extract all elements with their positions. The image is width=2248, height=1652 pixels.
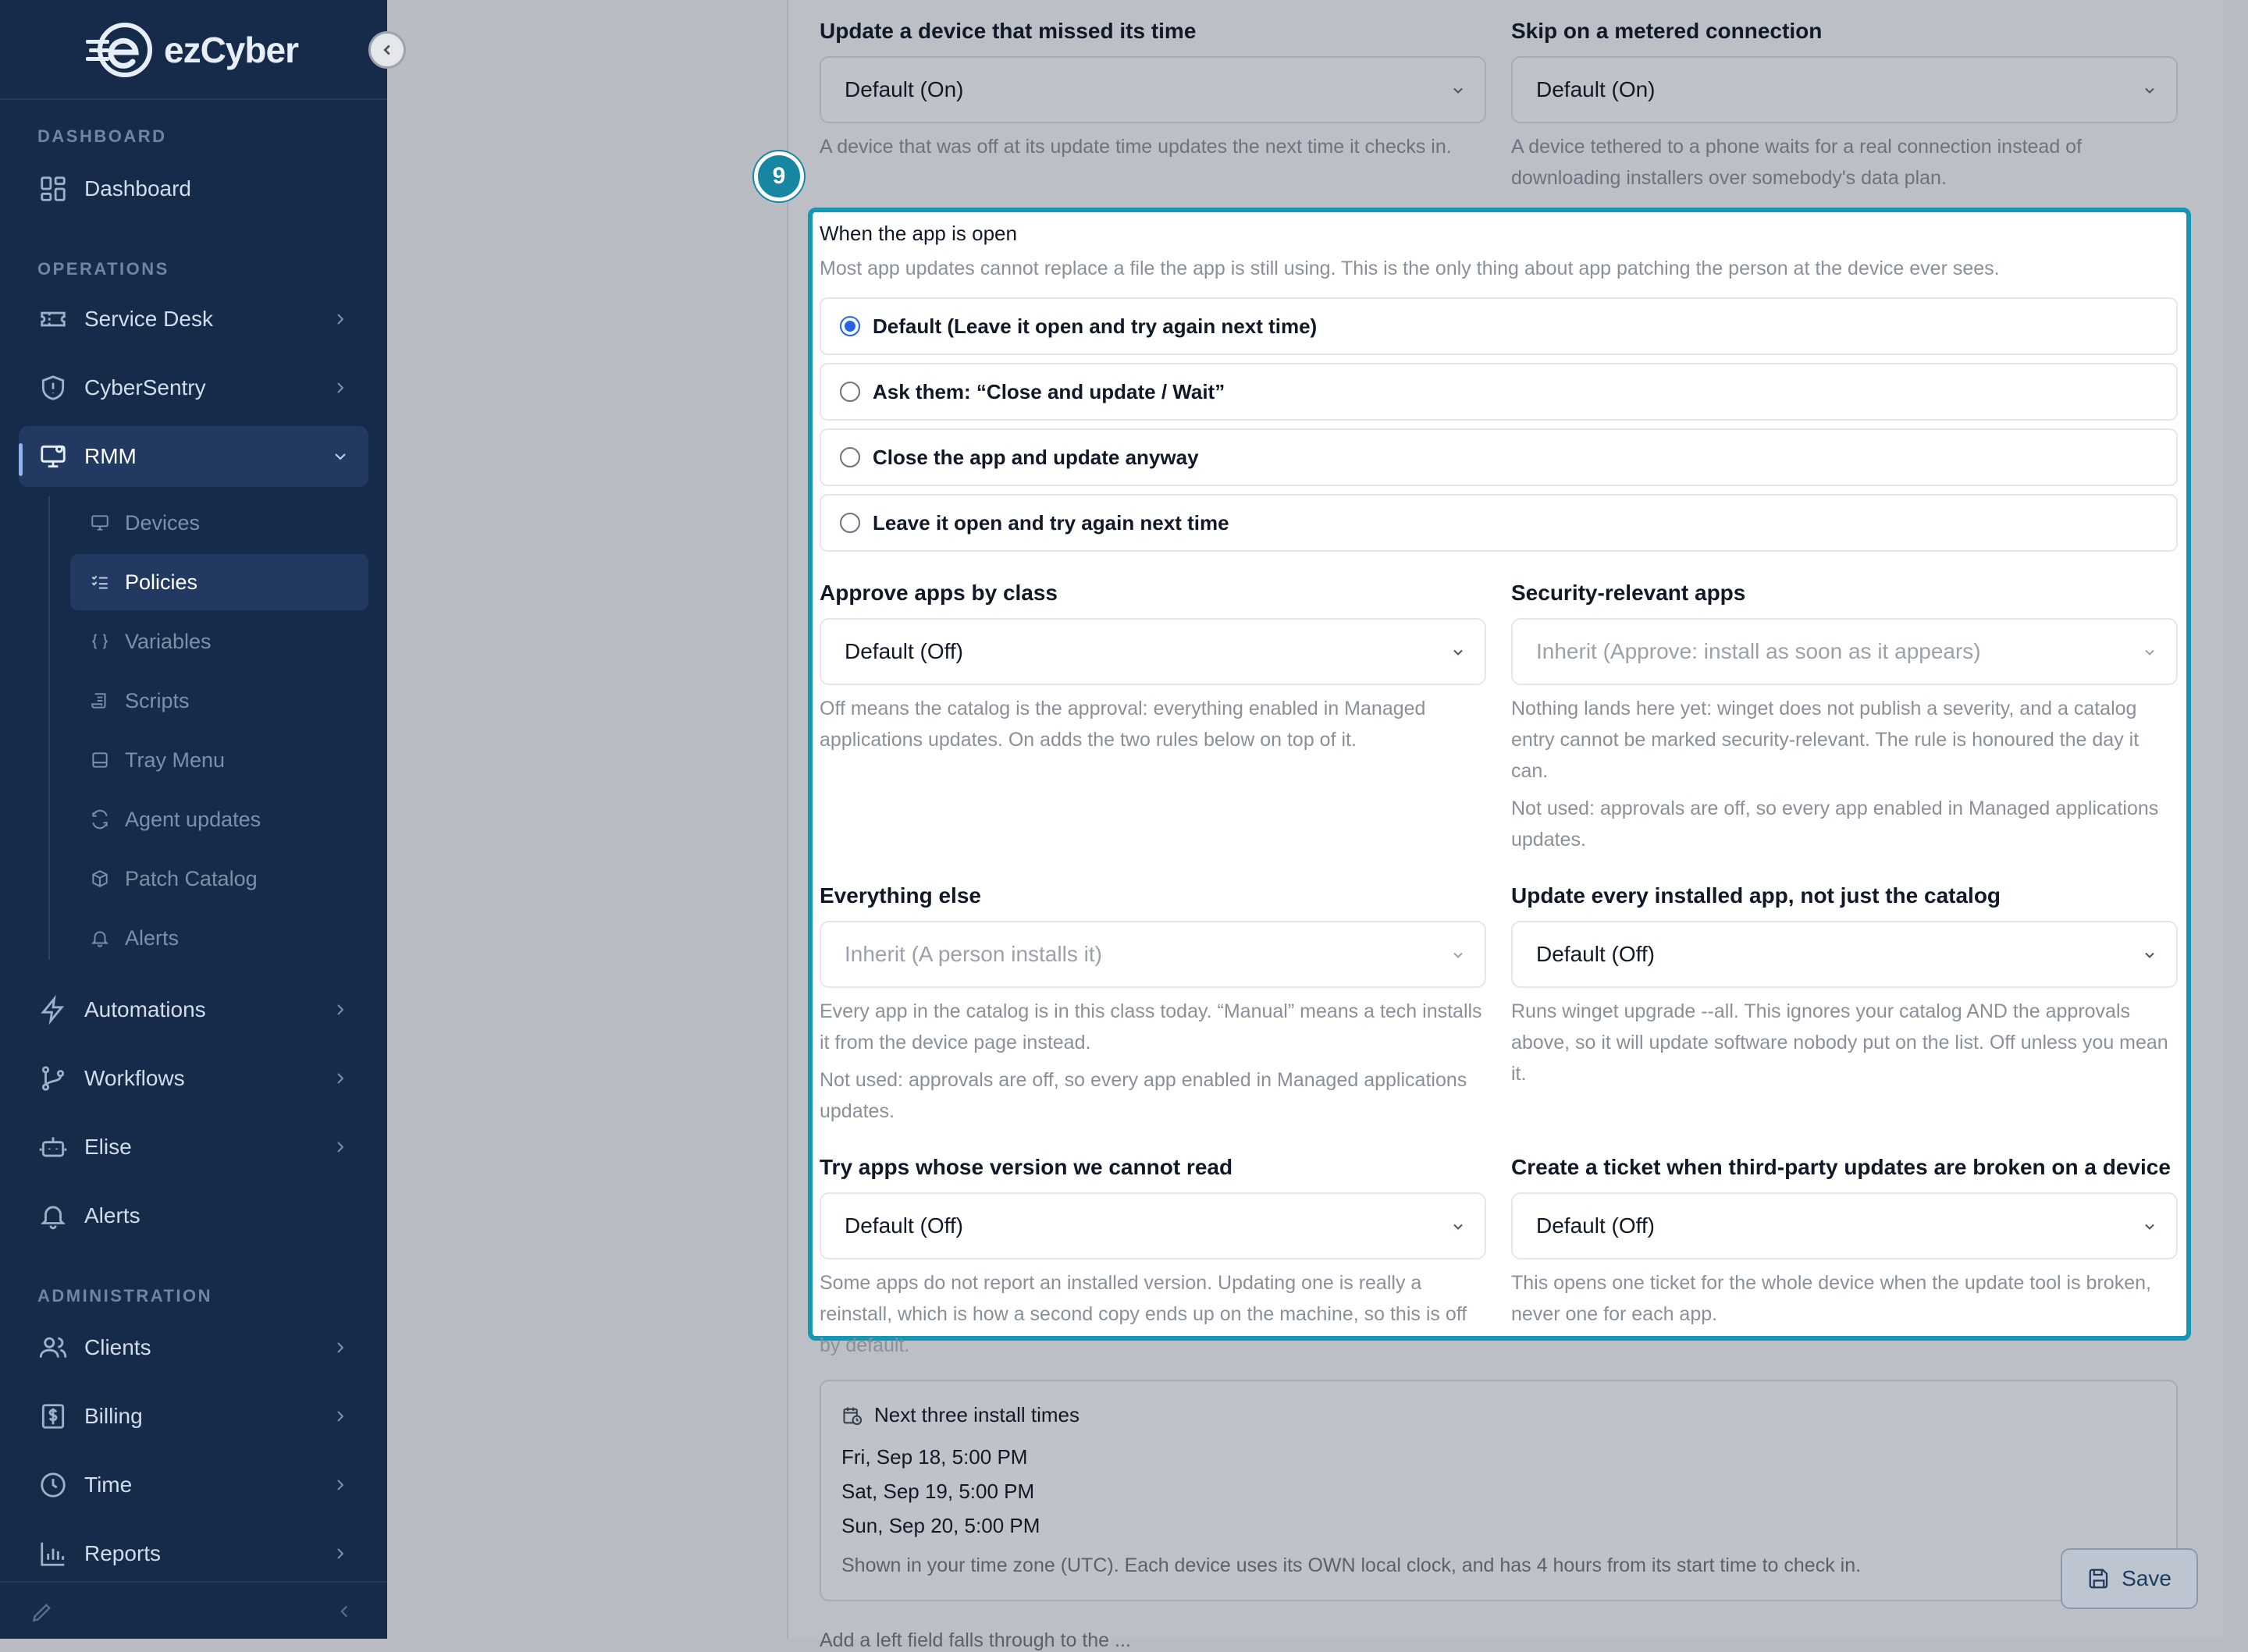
save-label: Save [2122,1566,2172,1590]
dollar-receipt-icon [37,1401,69,1432]
checklist-icon [89,571,111,593]
sidebar-item-label: Reports [84,1541,162,1565]
ticket-select[interactable] [1511,1192,2178,1259]
sidebar-item-elise[interactable] [19,1117,368,1178]
missed-time-select[interactable] [820,56,1486,123]
chevron-down-icon [2142,947,2157,963]
approve-class-help: Off means the catalog is the approval: everything enabled in Managed applications updates. On adds the two rules below on top of it. [820,698,1426,751]
security-apps-select[interactable] [1511,618,2178,685]
update-all-label: Update every installed app, not just the catalog [1511,883,2001,908]
sidebar-subitem-tray-menu[interactable] [70,732,368,788]
install-times-card [820,1380,2178,1601]
package-icon [89,868,111,890]
ticket-icon [37,304,69,335]
sidebar-item-alerts[interactable] [19,1185,368,1246]
unreadable-version-help: Some apps do not report an installed version. Updating one is really a reinstall, which is how a second copy ends up on the machine, so this is off by default. [820,1272,1467,1356]
missed-time-label: Update a device that missed its time [820,19,1197,43]
sidebar-subitem-label: Patch Catalog [125,866,258,890]
clock-icon [37,1469,69,1501]
update-all-help: Runs winget upgrade --all. This ignores your catalog AND the approvals above, so it will update software nobody put on the list. Off unless you mean it. [1511,1000,2168,1085]
unreadable-version-label: Try apps whose version we cannot read [820,1155,1233,1179]
brand-logo[interactable] [84,19,298,81]
select-value: Default (On) [845,77,964,101]
security-apps-help: Nothing lands here yet: winget does not publish a severity, and a catalog entry cannot be marked security-relevant. The rule is honoured the day it can. [1511,698,2140,782]
radio-label: Leave it open and try again next time [873,510,1229,535]
radio-option-ask[interactable] [820,363,2178,421]
install-times-note: Shown in your time zone (UTC). Each device uses its OWN local clock, and has 4 hours from its start time to check in. [841,1554,1862,1576]
chevron-down-icon [1450,645,1466,660]
sidebar-item-label: CyberSentry [84,375,206,400]
sidebar-item-service-desk[interactable] [19,289,368,350]
install-time-item: Fri, Sep 18, 5:00 PM [841,1445,1028,1469]
sidebar-item-label: Automations [84,997,206,1021]
sidebar-item-label: Elise [84,1135,132,1159]
chevron-down-icon [2142,645,2157,660]
sidebar-subitem-label: Tray Menu [125,748,226,772]
brand-name: ezCyber [164,30,298,70]
sidebar-subitem-alerts[interactable] [70,910,368,966]
select-value: Default (Off) [845,639,963,663]
refresh-icon [89,808,111,830]
scroll-icon [89,690,111,712]
metered-select[interactable] [1511,56,2178,123]
chevron-down-icon [2142,83,2157,98]
approve-class-select[interactable] [820,618,1486,685]
section-label-operations: OPERATIONS [37,259,169,279]
app-open-help: Most app updates cannot replace a file the app is still using. This is the only thing about app patching the person at the device ever sees. [820,258,2000,279]
sidebar-item-rmm[interactable] [19,426,368,487]
chevron-right-icon [331,1138,350,1156]
save-button[interactable] [2061,1548,2198,1609]
chevron-down-icon [331,447,350,466]
sidebar-item-dashboard[interactable] [19,158,368,219]
update-all-select[interactable] [1511,921,2178,988]
sidebar-footer [0,1581,387,1639]
ticket-help: This opens one ticket for the whole device when the update tool is broken, never one for each app. [1511,1272,2151,1325]
radio-empty-icon [840,513,860,533]
chevron-down-icon [2142,1219,2157,1235]
ezcyber-logo-icon [84,21,156,79]
sidebar-item-label: Billing [84,1404,143,1428]
sidebar-subitem-label: Variables [125,629,212,653]
chevron-right-icon [331,1338,350,1357]
chevron-right-icon [331,1407,350,1426]
everything-else-help: Every app in the catalog is in this class today. “Manual” means a tech installs it from the device page instead. [820,1000,1482,1053]
chevron-right-icon [331,378,350,397]
bell-icon [37,1200,69,1231]
step-badge: 9 [754,151,804,201]
chevron-down-icon [1450,947,1466,963]
radio-option-close[interactable] [820,428,2178,486]
pencil-icon[interactable] [30,1600,55,1625]
radio-selected-icon [840,316,860,336]
security-apps-help-note: Not used: approvals are off, so every app enabled in Managed applications updates. [1511,798,2159,851]
radio-empty-icon [840,447,860,467]
monitor-gear-icon [37,441,69,472]
branch-icon [37,1063,69,1094]
sidebar-subitem-devices[interactable] [70,495,368,551]
sidebar-subitem-agent-updates[interactable] [70,791,368,847]
sidebar-item-clients[interactable] [19,1317,368,1378]
sidebar-item-time[interactable] [19,1455,368,1515]
select-value: Default (Off) [1536,1213,1655,1238]
bar-chart-icon [37,1538,69,1569]
sidebar-item-label: Service Desk [84,307,213,331]
sidebar [0,0,387,1639]
sidebar-item-label: RMM [84,444,137,468]
sidebar-subitem-scripts[interactable] [70,673,368,729]
braces-icon [89,631,111,652]
section-label-dashboard: DASHBOARD [37,126,167,146]
robot-icon [37,1132,69,1163]
sidebar-subitem-patch-catalog[interactable] [70,851,368,907]
sidebar-subitem-label: Alerts [125,925,180,950]
install-times-title [841,1403,1080,1427]
sidebar-subitem-variables[interactable] [70,613,368,670]
active-indicator [19,443,23,476]
app-open-label: When the app is open [820,222,1017,245]
sidebar-item-label: Clients [84,1335,151,1359]
section-label-administration: ADMINISTRATION [37,1286,213,1306]
radio-option-leave-open[interactable] [820,494,2178,552]
metered-label: Skip on a metered connection [1511,19,1823,43]
chevron-left-icon[interactable] [334,1601,354,1622]
sidebar-item-label: Alerts [84,1203,140,1227]
lightning-icon [37,994,69,1025]
sidebar-subitem-label: Agent updates [125,807,261,831]
ticket-label: Create a ticket when third-party updates are broken on a device [1511,1155,2171,1179]
shield-icon [37,372,69,403]
sidebar-subitem-label: Devices [125,510,201,535]
chevron-right-icon [331,310,350,329]
sidebar-subitem-policies[interactable] [70,554,368,610]
metered-help: A device tethered to a phone waits for a real connection instead of downloading installers over somebody's data plan. [1511,136,2083,189]
floppy-disk-icon [2087,1567,2111,1590]
radio-label: Ask them: “Close and update / Wait” [873,379,1225,403]
sidebar-item-workflows[interactable] [19,1048,368,1109]
chevron-right-icon [331,1000,350,1019]
chevron-right-icon [331,1544,350,1563]
everything-else-label: Everything else [820,883,981,908]
select-value: Default (Off) [845,1213,963,1238]
sidebar-collapse-button[interactable] [368,31,406,69]
install-times-title-text: Next three install times [874,1403,1080,1426]
sidebar-item-label: Dashboard [84,176,191,201]
sidebar-subitem-label: Scripts [125,688,190,712]
divider [0,98,387,100]
sidebar-item-billing[interactable] [19,1386,368,1447]
tray-icon [89,749,111,771]
users-icon [37,1332,69,1363]
radio-label: Default (Leave it open and try again next time) [873,314,1318,338]
security-apps-label: Security-relevant apps [1511,581,1746,605]
select-value: Default (Off) [1536,942,1655,966]
sidebar-item-label: Time [84,1473,133,1497]
everything-else-select[interactable] [820,921,1486,988]
install-time-item: Sun, Sep 20, 5:00 PM [841,1514,1040,1537]
missed-time-help: A device that was off at its update time updates the next time it checks in. [820,136,1452,158]
submenu-guide-line [48,496,50,960]
select-value: Default (On) [1536,77,1656,101]
sidebar-item-automations[interactable] [19,979,368,1040]
chevron-right-icon [331,1069,350,1088]
chevron-left-icon [379,41,396,59]
cut-off-text: Add a left field falls through to the ... [820,1629,1131,1651]
radio-option-default[interactable] [820,297,2178,355]
approve-class-label: Approve apps by class [820,581,1058,605]
sidebar-item-label: Workflows [84,1066,185,1090]
radio-label: Close the app and update anyway [873,445,1199,469]
everything-else-help-note: Not used: approvals are off, so every app enabled in Managed applications updates. [820,1069,1467,1122]
radio-empty-icon [840,382,860,402]
chevron-right-icon [331,1476,350,1494]
grid-icon [37,173,69,204]
sidebar-item-reports[interactable] [19,1523,368,1584]
install-time-item: Sat, Sep 19, 5:00 PM [841,1480,1035,1503]
chevron-down-icon [1450,83,1466,98]
calendar-clock-icon [841,1405,863,1426]
select-value: Inherit (A person installs it) [845,942,1102,966]
bell-icon [89,927,111,949]
chevron-down-icon [1450,1219,1466,1235]
sidebar-item-cybersentry[interactable] [19,357,368,418]
monitor-icon [89,512,111,534]
sidebar-subitem-label: Policies [125,570,198,594]
select-value: Inherit (Approve: install as soon as it appears) [1536,639,1981,663]
unreadable-version-select[interactable] [820,1192,1486,1259]
